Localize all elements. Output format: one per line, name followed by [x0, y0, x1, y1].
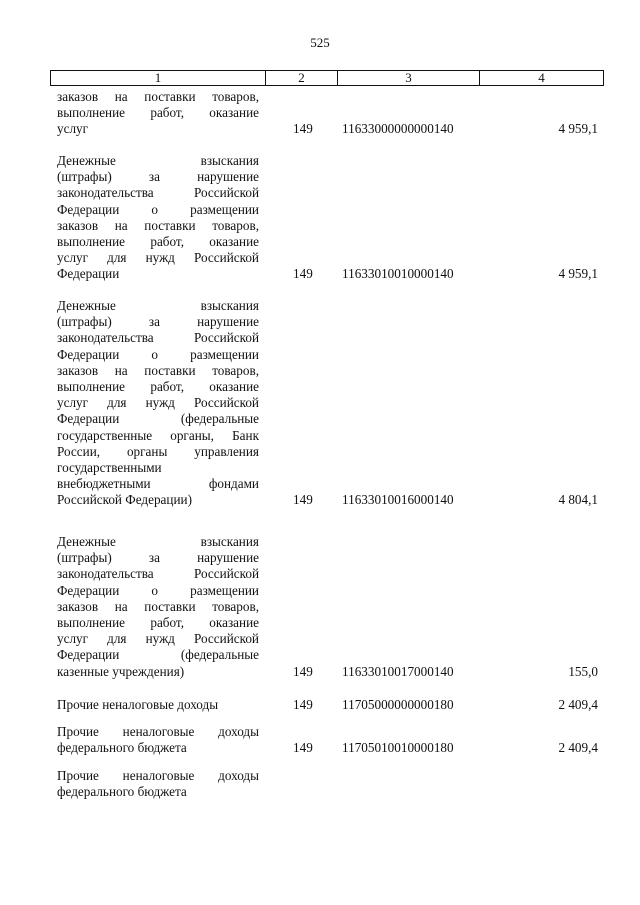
description-line: (штрафы) за нарушение — [57, 169, 259, 185]
row-values — [57, 492, 598, 508]
description-line: Денежные взыскания — [57, 298, 259, 313]
description-line: законодательства Российской — [57, 566, 259, 582]
description-line: заказов на поставки товаров, — [57, 362, 259, 378]
admin-code: 149 — [293, 266, 313, 282]
table-row — [57, 768, 598, 800]
row-description — [57, 153, 259, 283]
description-line: заказов на поставки товаров, — [57, 89, 259, 104]
description-line: государственными — [57, 460, 162, 476]
row-description — [57, 768, 259, 800]
amount: 2 409,4 — [558, 740, 598, 756]
description-line: Российской Федерации) — [57, 492, 192, 508]
description-line: Прочие неналоговые доходы — [57, 697, 219, 712]
page-number: 525 — [310, 35, 330, 50]
description-line: выполнение работ, оказание — [57, 379, 259, 395]
description-line: услуг — [57, 121, 89, 137]
table-row — [57, 298, 598, 509]
description-line: Федерации (федеральные — [57, 647, 259, 663]
row-description — [57, 534, 259, 680]
header-col-4: 4 — [479, 71, 603, 85]
amount: 2 409,4 — [558, 697, 598, 713]
budget-class-code: 11633010017000140 — [342, 663, 454, 679]
budget-class-code: 11705010010000180 — [342, 740, 454, 756]
row-values — [57, 121, 598, 137]
description-line: законодательства Российской — [57, 185, 259, 201]
description-line: России, органы управления — [57, 443, 259, 459]
description-line: заказов на поставки товаров, — [57, 598, 259, 614]
description-line: (штрафы) за нарушение — [57, 314, 259, 330]
table-row — [57, 153, 598, 283]
description-line: государственные органы, Банк — [57, 427, 259, 443]
budget-class-code: 11633000000000140 — [342, 121, 454, 137]
table-row — [57, 89, 598, 138]
description-line: выполнение работ, оказание — [57, 234, 259, 250]
row-values — [57, 664, 598, 680]
table-row — [57, 697, 598, 713]
table-header — [50, 70, 604, 86]
header-col-2: 2 — [265, 71, 337, 85]
header-col-1: 1 — [154, 70, 162, 85]
description-line: (штрафы) за нарушение — [57, 550, 259, 566]
admin-code: 149 — [293, 492, 313, 508]
table-row — [57, 534, 598, 680]
row-description — [57, 298, 259, 509]
description-line: казенные учреждения) — [57, 663, 185, 679]
row-values — [57, 697, 598, 713]
description-line: выполнение работ, оказание — [57, 615, 259, 631]
admin-code: 149 — [293, 121, 313, 137]
description-line: услуг для нужд Российской — [57, 631, 259, 647]
table-row — [57, 724, 598, 756]
admin-code: 149 — [293, 663, 313, 679]
amount: 4 959,1 — [558, 121, 598, 137]
amount: 4 959,1 — [558, 266, 598, 282]
description-line: Прочие неналоговые доходы — [57, 724, 259, 739]
amount: 4 804,1 — [558, 492, 598, 508]
row-values — [57, 740, 598, 756]
amount: 155,0 — [568, 663, 598, 679]
description-line: услуг для нужд Российской — [57, 395, 259, 411]
description-line: Прочие неналоговые доходы — [57, 768, 259, 783]
description-line: выполнение работ, оказание — [57, 105, 259, 121]
budget-class-code: 11705000000000180 — [342, 697, 454, 713]
description-line: федерального бюджета — [57, 740, 187, 756]
header-col-3: 3 — [337, 71, 479, 85]
description-line: Федерации — [57, 266, 120, 282]
admin-code: 149 — [293, 697, 313, 713]
description-line: заказов на поставки товаров, — [57, 217, 259, 233]
budget-class-code: 11633010010000140 — [342, 266, 454, 282]
description-line: внебюджетными фондами — [57, 476, 259, 492]
description-line: Денежные взыскания — [57, 534, 259, 549]
description-line: Федерации о размещении — [57, 346, 259, 362]
budget-class-code: 11633010016000140 — [342, 492, 454, 508]
description-line: Федерации о размещении — [57, 201, 259, 217]
description-line: федерального бюджета — [57, 784, 187, 800]
row-values — [57, 266, 598, 282]
description-line: законодательства Российской — [57, 330, 259, 346]
description-line: услуг для нужд Российской — [57, 250, 259, 266]
description-line: Федерации о размещении — [57, 582, 259, 598]
admin-code: 149 — [293, 740, 313, 756]
description-line: Денежные взыскания — [57, 153, 259, 168]
description-line: Федерации (федеральные — [57, 411, 259, 427]
